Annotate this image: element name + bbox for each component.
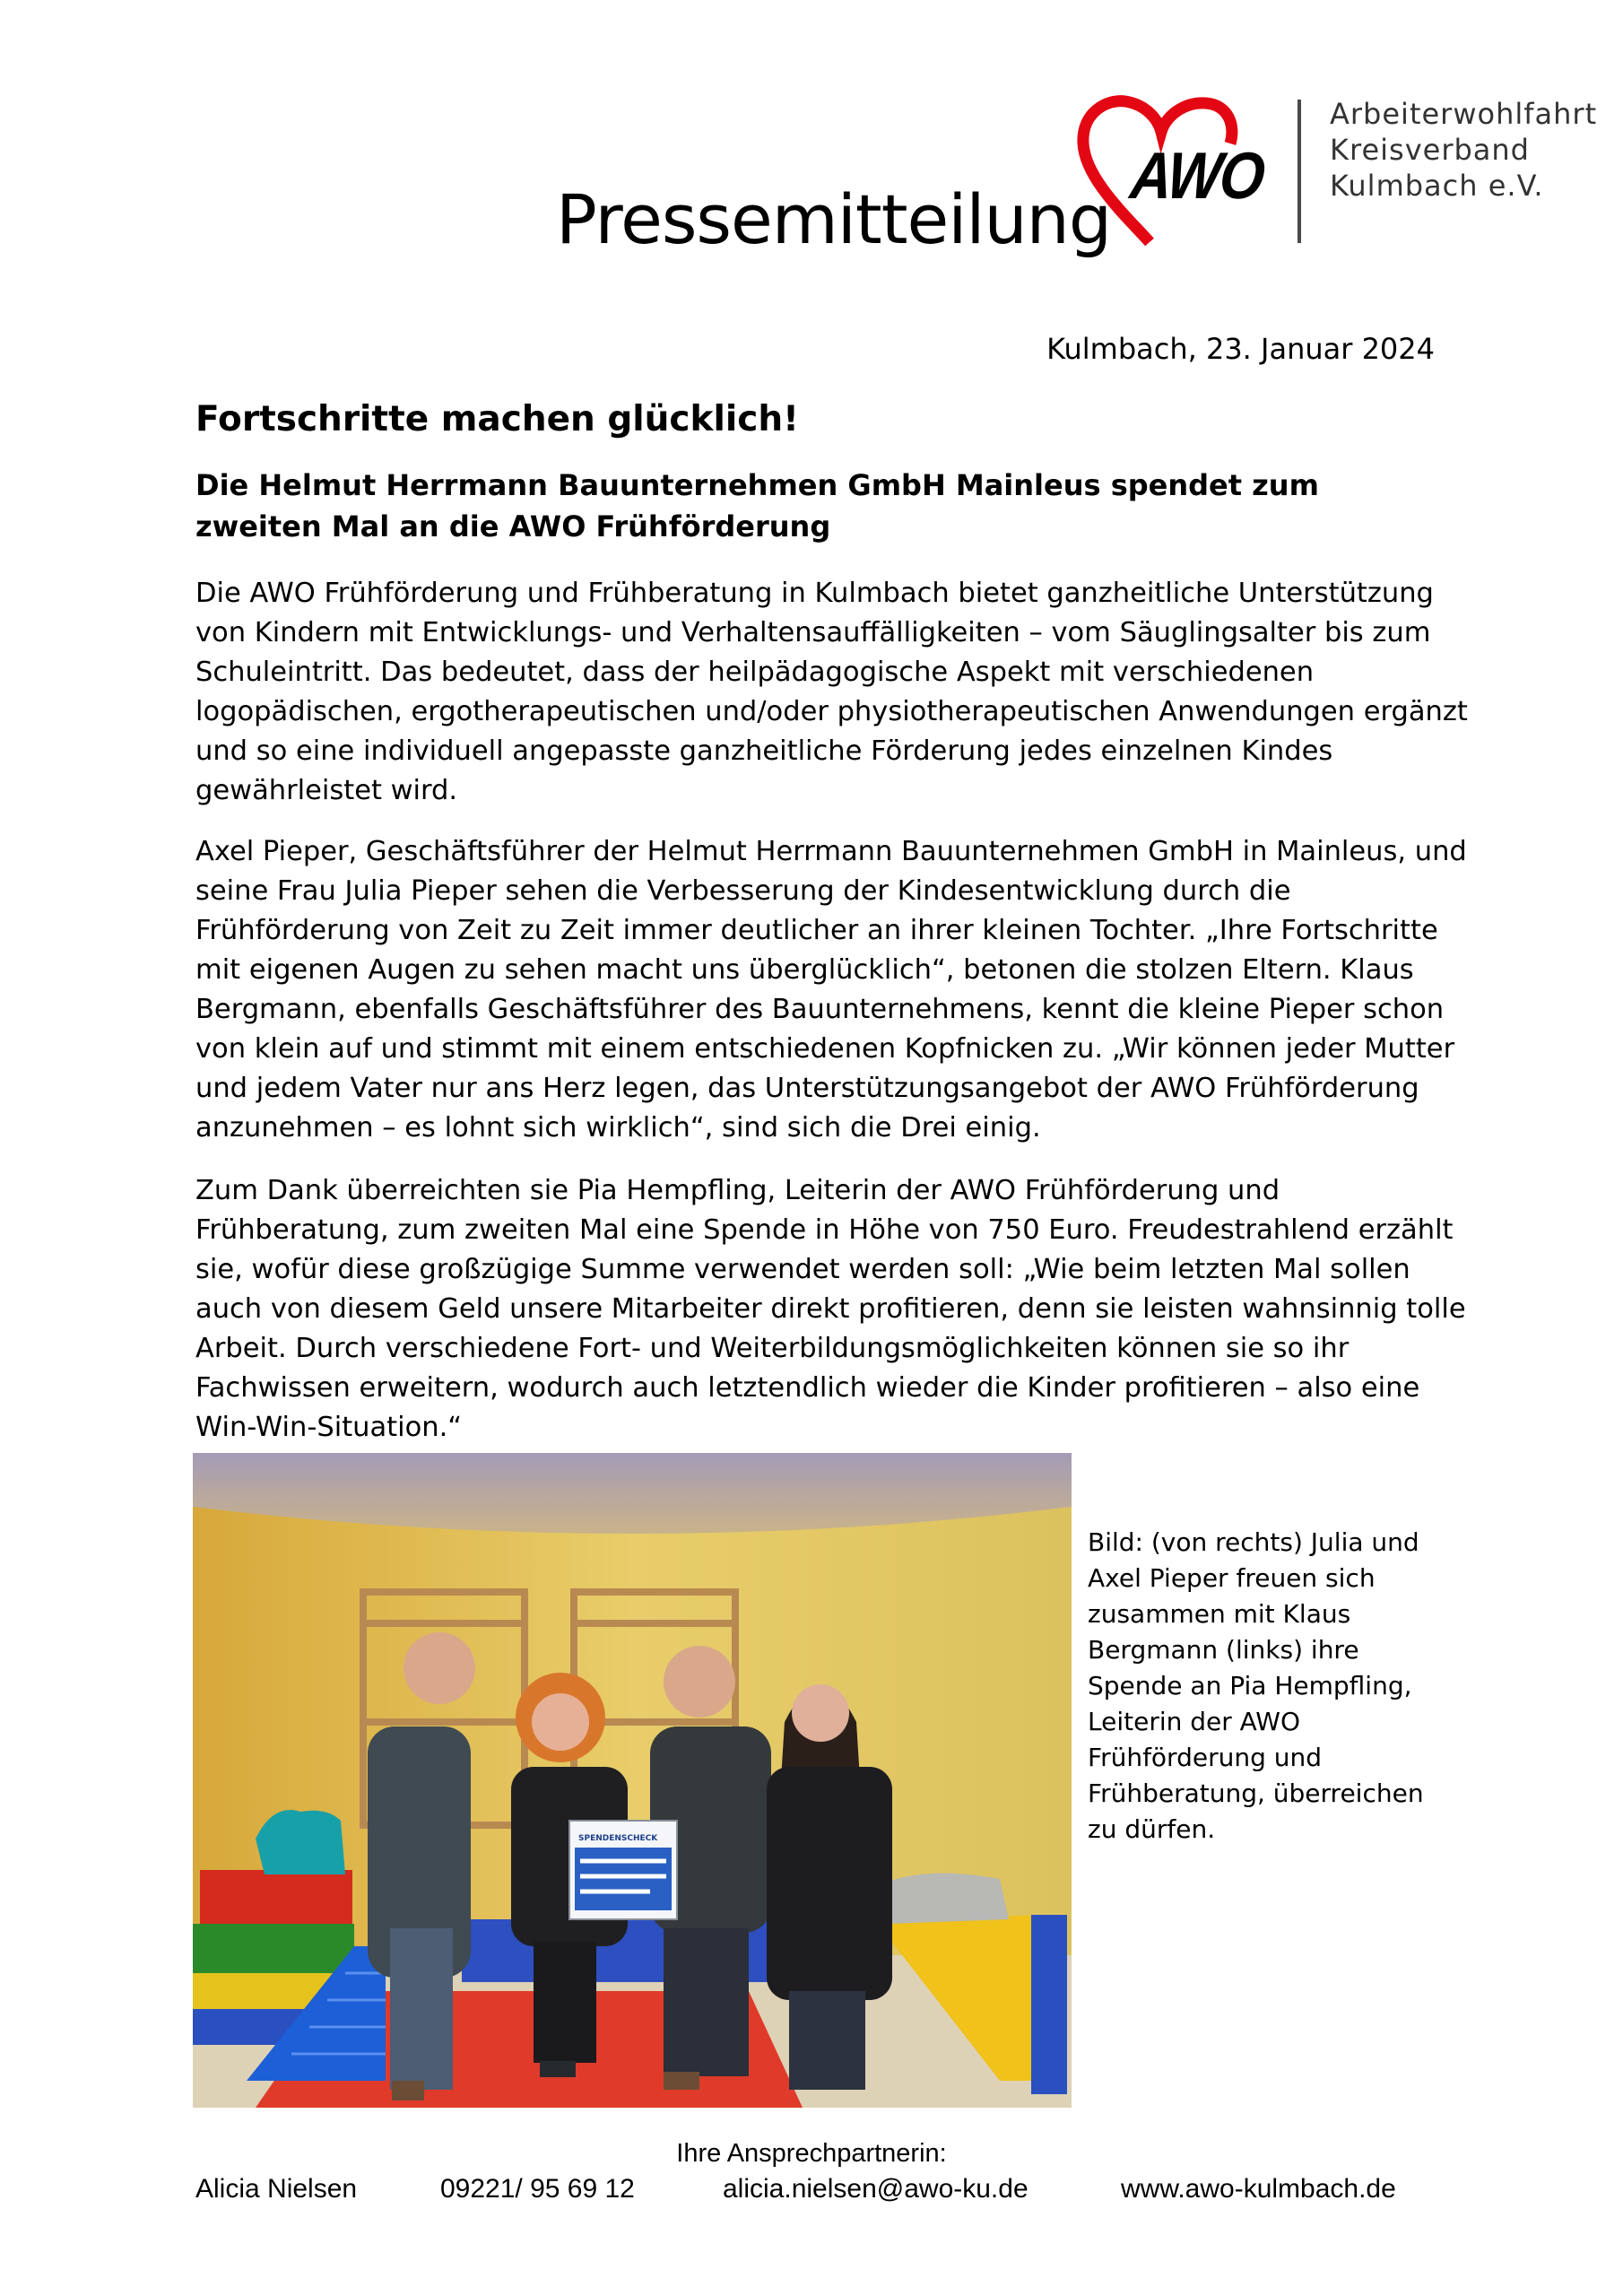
subheadline: Die Helmut Herrmann Bauunternehmen GmbH Mainleus spendet zum zweiten Mal an die AWO Frühförderung — [195, 468, 1319, 544]
paragraph-line: logopädischen, ergotherapeutischen und/oder physiotherapeutischen Anwendungen ergänzt — [195, 696, 1468, 727]
paragraph-line: von klein auf und stimmt mit einem entschiedenen Kopfnicken zu. „Wir können jeder Mutter — [195, 1033, 1455, 1065]
caption-line: zusammen mit Klaus — [1088, 1599, 1351, 1629]
logo-text — [1330, 96, 1597, 204]
paragraph-line: seine Frau Julia Pieper sehen die Verbesserung der Kindesentwicklung durch die — [195, 875, 1291, 907]
contact-phone: 09221/ 95 69 12 — [440, 2174, 635, 2204]
paragraph-line: Arbeit. Durch verschiedene Fort- und Weiterbildungsmöglichkeiten können sie so ihr — [195, 1333, 1350, 1364]
paragraph-line: Win-Win-Situation.“ — [195, 1412, 463, 1443]
contact-email[interactable]: alicia.nielsen@awo-ku.de — [723, 2174, 1028, 2204]
paragraph-line: Bergmann, ebenfalls Geschäftsführer des Bauunternehmens, kennt die kleine Pieper schon — [195, 994, 1445, 1025]
paragraph-line: anzunehmen – es lohnt sich wirklich“, sind sich die Drei einig. — [195, 1112, 1041, 1144]
headline: Fortschritte machen glücklich! — [195, 399, 799, 439]
awo-logo — [1076, 94, 1596, 256]
caption-line: Spende an Pia Hempfling, — [1088, 1671, 1412, 1700]
logo-mark: AWO — [1127, 138, 1267, 213]
body-paragraph — [195, 574, 1468, 811]
dateline: Kulmbach, 23. Januar 2024 — [1046, 332, 1435, 366]
paragraph-line: sie, wofür diese großzügige Summe verwendet werden soll: „Wie beim letzten Mal sollen — [195, 1254, 1410, 1285]
page-title: Pressemitteilung — [556, 179, 1112, 259]
caption-line: Leiterin der AWO — [1088, 1707, 1301, 1736]
logo-divider — [1298, 100, 1301, 243]
paragraph-line: Frühförderung von Zeit zu Zeit immer deutlicher an ihrer kleinen Tochter. „Ihre Fortschritte — [195, 915, 1438, 946]
caption-line: Bild: (von rechts) Julia und — [1088, 1527, 1419, 1557]
donation-check — [569, 1821, 677, 1919]
photo-caption — [1088, 1525, 1446, 1848]
paragraph-line: Frühberatung, zum zweiten Mal eine Spende in Höhe von 750 Euro. Freudestrahlend erzählt — [195, 1214, 1454, 1246]
contact-website[interactable]: www.awo-kulmbach.de — [1121, 2174, 1396, 2204]
paragraph-line: mit eigenen Augen zu sehen macht uns überglücklich“, betonen die stolzen Eltern. Klaus — [195, 954, 1414, 986]
paragraph-line: und so eine individuell angepasste ganzheitliche Förderung jedes einzelnen Kindes — [195, 735, 1333, 767]
photo-illustration — [193, 1453, 1072, 2108]
paragraph-line: auch von diesem Geld unsere Mitarbeiter direkt profitieren, denn sie leisten wahnsinnig tolle — [195, 1293, 1466, 1325]
paragraph-line: von Kindern mit Entwicklungs- und Verhaltensauffälligkeiten – vom Säuglingsalter bis zum — [195, 617, 1431, 648]
logo-line: Arbeiterwohlfahrt — [1330, 97, 1598, 131]
paragraph-line: und jedem Vater nur ans Herz legen, das Unterstützungsangebot der AWO Frühförderung — [195, 1073, 1419, 1104]
paragraph-line: Die AWO Frühförderung und Frühberatung in Kulmbach bietet ganzheitliche Unterstützung — [195, 578, 1434, 609]
body-paragraph — [195, 832, 1467, 1148]
caption-line: zu dürfen. — [1088, 1814, 1216, 1844]
contact-label: Ihre Ansprechpartnerin: — [676, 2139, 947, 2168]
paragraph-line: gewährleistet wird. — [195, 775, 458, 806]
paragraph-line: Schuleintritt. Das bedeutet, dass der heilpädagogische Aspekt mit verschiedenen — [195, 657, 1315, 688]
caption-line: Bergmann (links) ihre — [1088, 1635, 1359, 1665]
check-label: SPENDENSCHECK — [578, 1834, 658, 1843]
paragraph-line: Fachwissen erweitern, wodurch auch letztendlich wieder die Kinder profitieren – also eine — [195, 1372, 1420, 1404]
caption-line: Frühförderung und — [1088, 1743, 1323, 1772]
caption-line: Axel Pieper freuen sich — [1088, 1563, 1376, 1593]
contact-name: Alicia Nielsen — [195, 2174, 358, 2204]
logo-line: Kreisverband — [1330, 133, 1530, 167]
caption-line: Frühberatung, überreichen — [1088, 1779, 1424, 1808]
logo-line: Kulmbach e.V. — [1330, 169, 1544, 203]
event-photo — [193, 1453, 1072, 2108]
body-paragraph — [195, 1171, 1466, 1448]
paragraph-line: Axel Pieper, Geschäftsführer der Helmut Herrmann Bauunternehmen GmbH in Mainleus, und — [195, 836, 1467, 867]
paragraph-line: Zum Dank überreichten sie Pia Hempfling, Leiterin der AWO Frühförderung und — [195, 1175, 1280, 1206]
